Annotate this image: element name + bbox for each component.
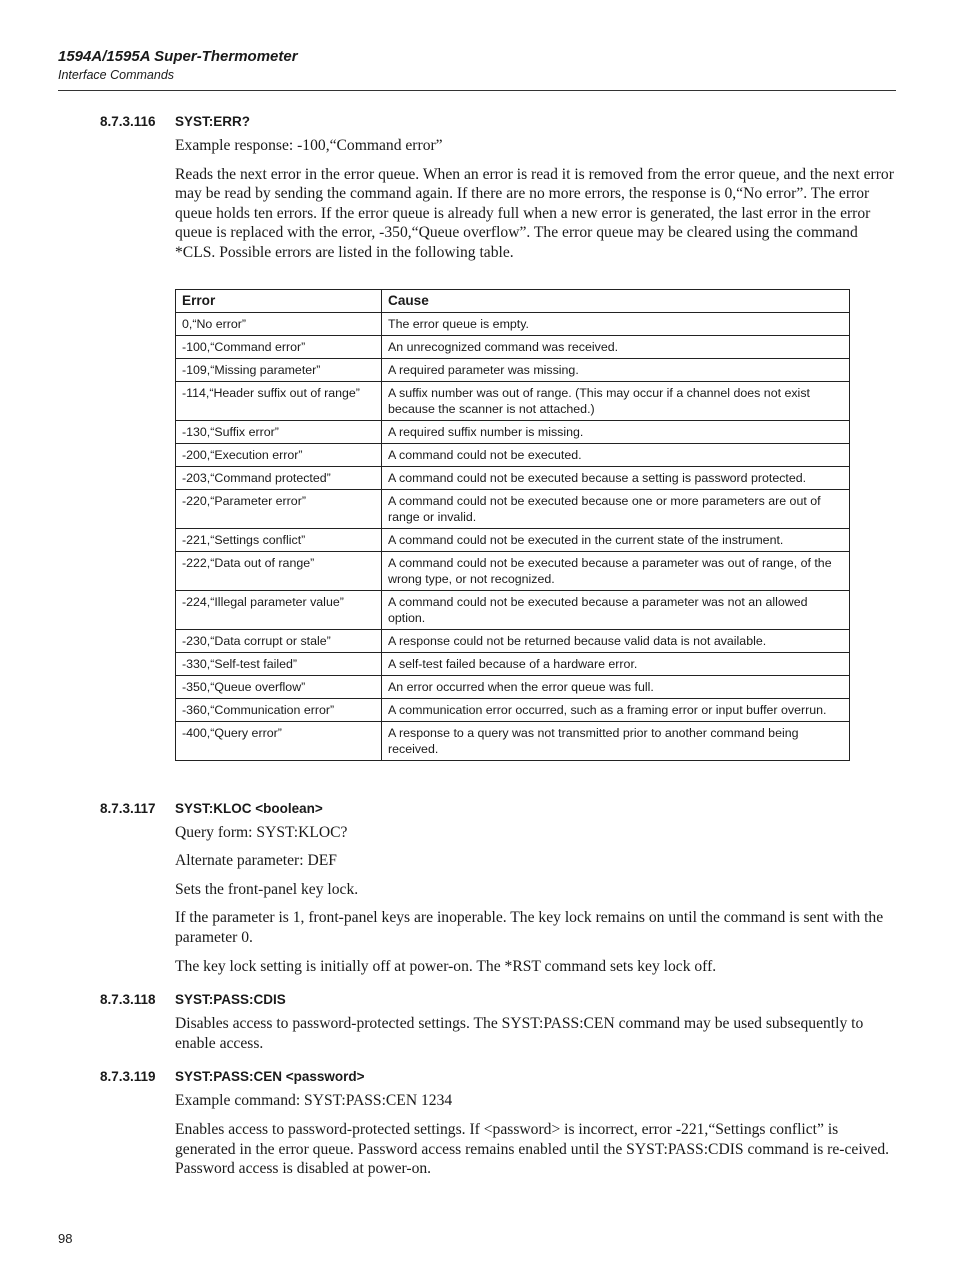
page-header (58, 47, 896, 91)
cause-cell: A command could not be executed because a parameter was not an allowed option. (382, 590, 850, 629)
paragraph: Disables access to password-protected settings. The SYST:PASS:CEN command may be used subsequently to enable access. (175, 1015, 864, 1052)
error-table-container (175, 289, 849, 761)
table-row (176, 335, 850, 358)
section-heading (0, 990, 954, 1008)
cause-cell: A command could not be executed in the current state of the instrument. (382, 528, 850, 551)
error-cell: -109,“Missing parameter” (176, 358, 382, 381)
table-row (176, 721, 850, 760)
table-row (176, 590, 850, 629)
section-title: SYST:KLOC <boolean> (175, 800, 323, 816)
section-number: 8.7.3.119 (100, 1069, 156, 1085)
section-heading (0, 112, 954, 130)
cause-cell: A response to a query was not transmitted prior to another command being received. (382, 721, 850, 760)
section-number: 8.7.3.117 (100, 800, 156, 816)
table-row (176, 675, 850, 698)
page-content (0, 112, 954, 1179)
paragraph: If the parameter is 1, front-panel keys are inoperable. The key lock remains on until the command is sent with the parameter 0. (175, 909, 884, 946)
paragraph: The key lock setting is initially off at power-on. The *RST command sets key lock off. (175, 957, 717, 975)
error-cell: -230,“Data corrupt or stale” (176, 629, 382, 652)
table-row (176, 698, 850, 721)
cause-cell: A required suffix number is missing. (382, 420, 850, 443)
error-cell: -130,“Suffix error” (176, 420, 382, 443)
section-title: SYST:ERR? (175, 114, 251, 129)
table-row (176, 358, 850, 381)
error-cell: -224,“Illegal parameter value” (176, 590, 382, 629)
error-table (175, 289, 850, 761)
column-header-error: Error (176, 289, 382, 312)
cause-cell: A command could not be executed because one or more parameters are out of range or invalid. (382, 489, 850, 528)
cause-cell: A communication error occurred, such as a framing error or input buffer overrun. (382, 698, 850, 721)
table-row (176, 528, 850, 551)
paragraph: Sets the front-panel key lock. (175, 880, 359, 898)
table-row (176, 381, 850, 420)
error-cell: -220,“Parameter error” (176, 489, 382, 528)
table-row (176, 420, 850, 443)
cause-cell: A suffix number was out of range. (This may occur if a channel does not exist because the scanner is not attached.) (382, 381, 850, 420)
section-heading (0, 799, 954, 817)
cause-cell: A command could not be executed. (382, 443, 850, 466)
cause-cell: A command could not be executed because a parameter was out of range, of the wrong type, or not recognized. (382, 551, 850, 590)
table-row (176, 443, 850, 466)
cause-cell: A command could not be executed because a setting is password protected. (382, 466, 850, 489)
error-cell: -100,“Command error” (176, 335, 382, 358)
cause-cell: The error queue is empty. (382, 312, 850, 335)
error-cell: -114,“Header suffix out of range” (176, 381, 382, 420)
paragraph: Example command: SYST:PASS:CEN 1234 (175, 1092, 453, 1110)
error-cell: -360,“Communication error” (176, 698, 382, 721)
section-heading (0, 1067, 954, 1085)
table-row (176, 629, 850, 652)
section-number: 8.7.3.118 (100, 992, 156, 1008)
cause-cell: An unrecognized command was received. (382, 335, 850, 358)
cause-cell: A self-test failed because of a hardware error. (382, 652, 850, 675)
paragraph: Enables access to password-protected settings. If <password> is incorrect, error -221,“Settings conflict” is generated in the error queue. Password access remains enabled until the SYST:PASS:CDIS command is re-ceived. Password access is disabled at power-on. (175, 1120, 890, 1178)
page-number: 98 (58, 1231, 73, 1246)
document-title: 1594A/1595A Super-Thermometer (58, 48, 298, 65)
paragraph: Alternate parameter: DEF (175, 852, 337, 870)
column-header-cause: Cause (382, 289, 850, 312)
error-cell: -203,“Command protected” (176, 466, 382, 489)
error-cell: 0,“No error” (176, 312, 382, 335)
paragraph: Query form: SYST:KLOC? (175, 823, 348, 841)
table-row (176, 312, 850, 335)
cause-cell: An error occurred when the error queue was full. (382, 675, 850, 698)
table-row (176, 551, 850, 590)
paragraph: Reads the next error in the error queue. When an error is read it is removed from the error queue, and the next error may be read by sending the command again. If there are no more errors, the response is 0,“No error”. The error queue holds ten errors. If the error queue is already full when a new error is generated, the last error in the error queue is replaced with the error, -350,“Queue overflow”. The error queue may be cleared using the command *CLS. Possible errors are listed in the following table. (175, 165, 894, 261)
paragraph: Example response: -100,“Command error” (175, 137, 443, 154)
cause-cell: A response could not be returned because valid data is not available. (382, 629, 850, 652)
table-header-row (176, 289, 850, 312)
error-cell: -222,“Data out of range” (176, 551, 382, 590)
error-cell: -221,“Settings conflict” (176, 528, 382, 551)
cause-cell: A required parameter was missing. (382, 358, 850, 381)
document-subtitle: Interface Commands (58, 68, 175, 82)
table-row (176, 652, 850, 675)
error-cell: -330,“Self-test failed” (176, 652, 382, 675)
section-title: SYST:PASS:CDIS (175, 992, 286, 1008)
error-cell: -200,“Execution error” (176, 443, 382, 466)
section-title: SYST:PASS:CEN <password> (175, 1069, 365, 1085)
error-cell: -400,“Query error” (176, 721, 382, 760)
error-cell: -350,“Queue overflow” (176, 675, 382, 698)
table-row (176, 489, 850, 528)
table-row (176, 466, 850, 489)
section-number: 8.7.3.116 (100, 114, 156, 129)
